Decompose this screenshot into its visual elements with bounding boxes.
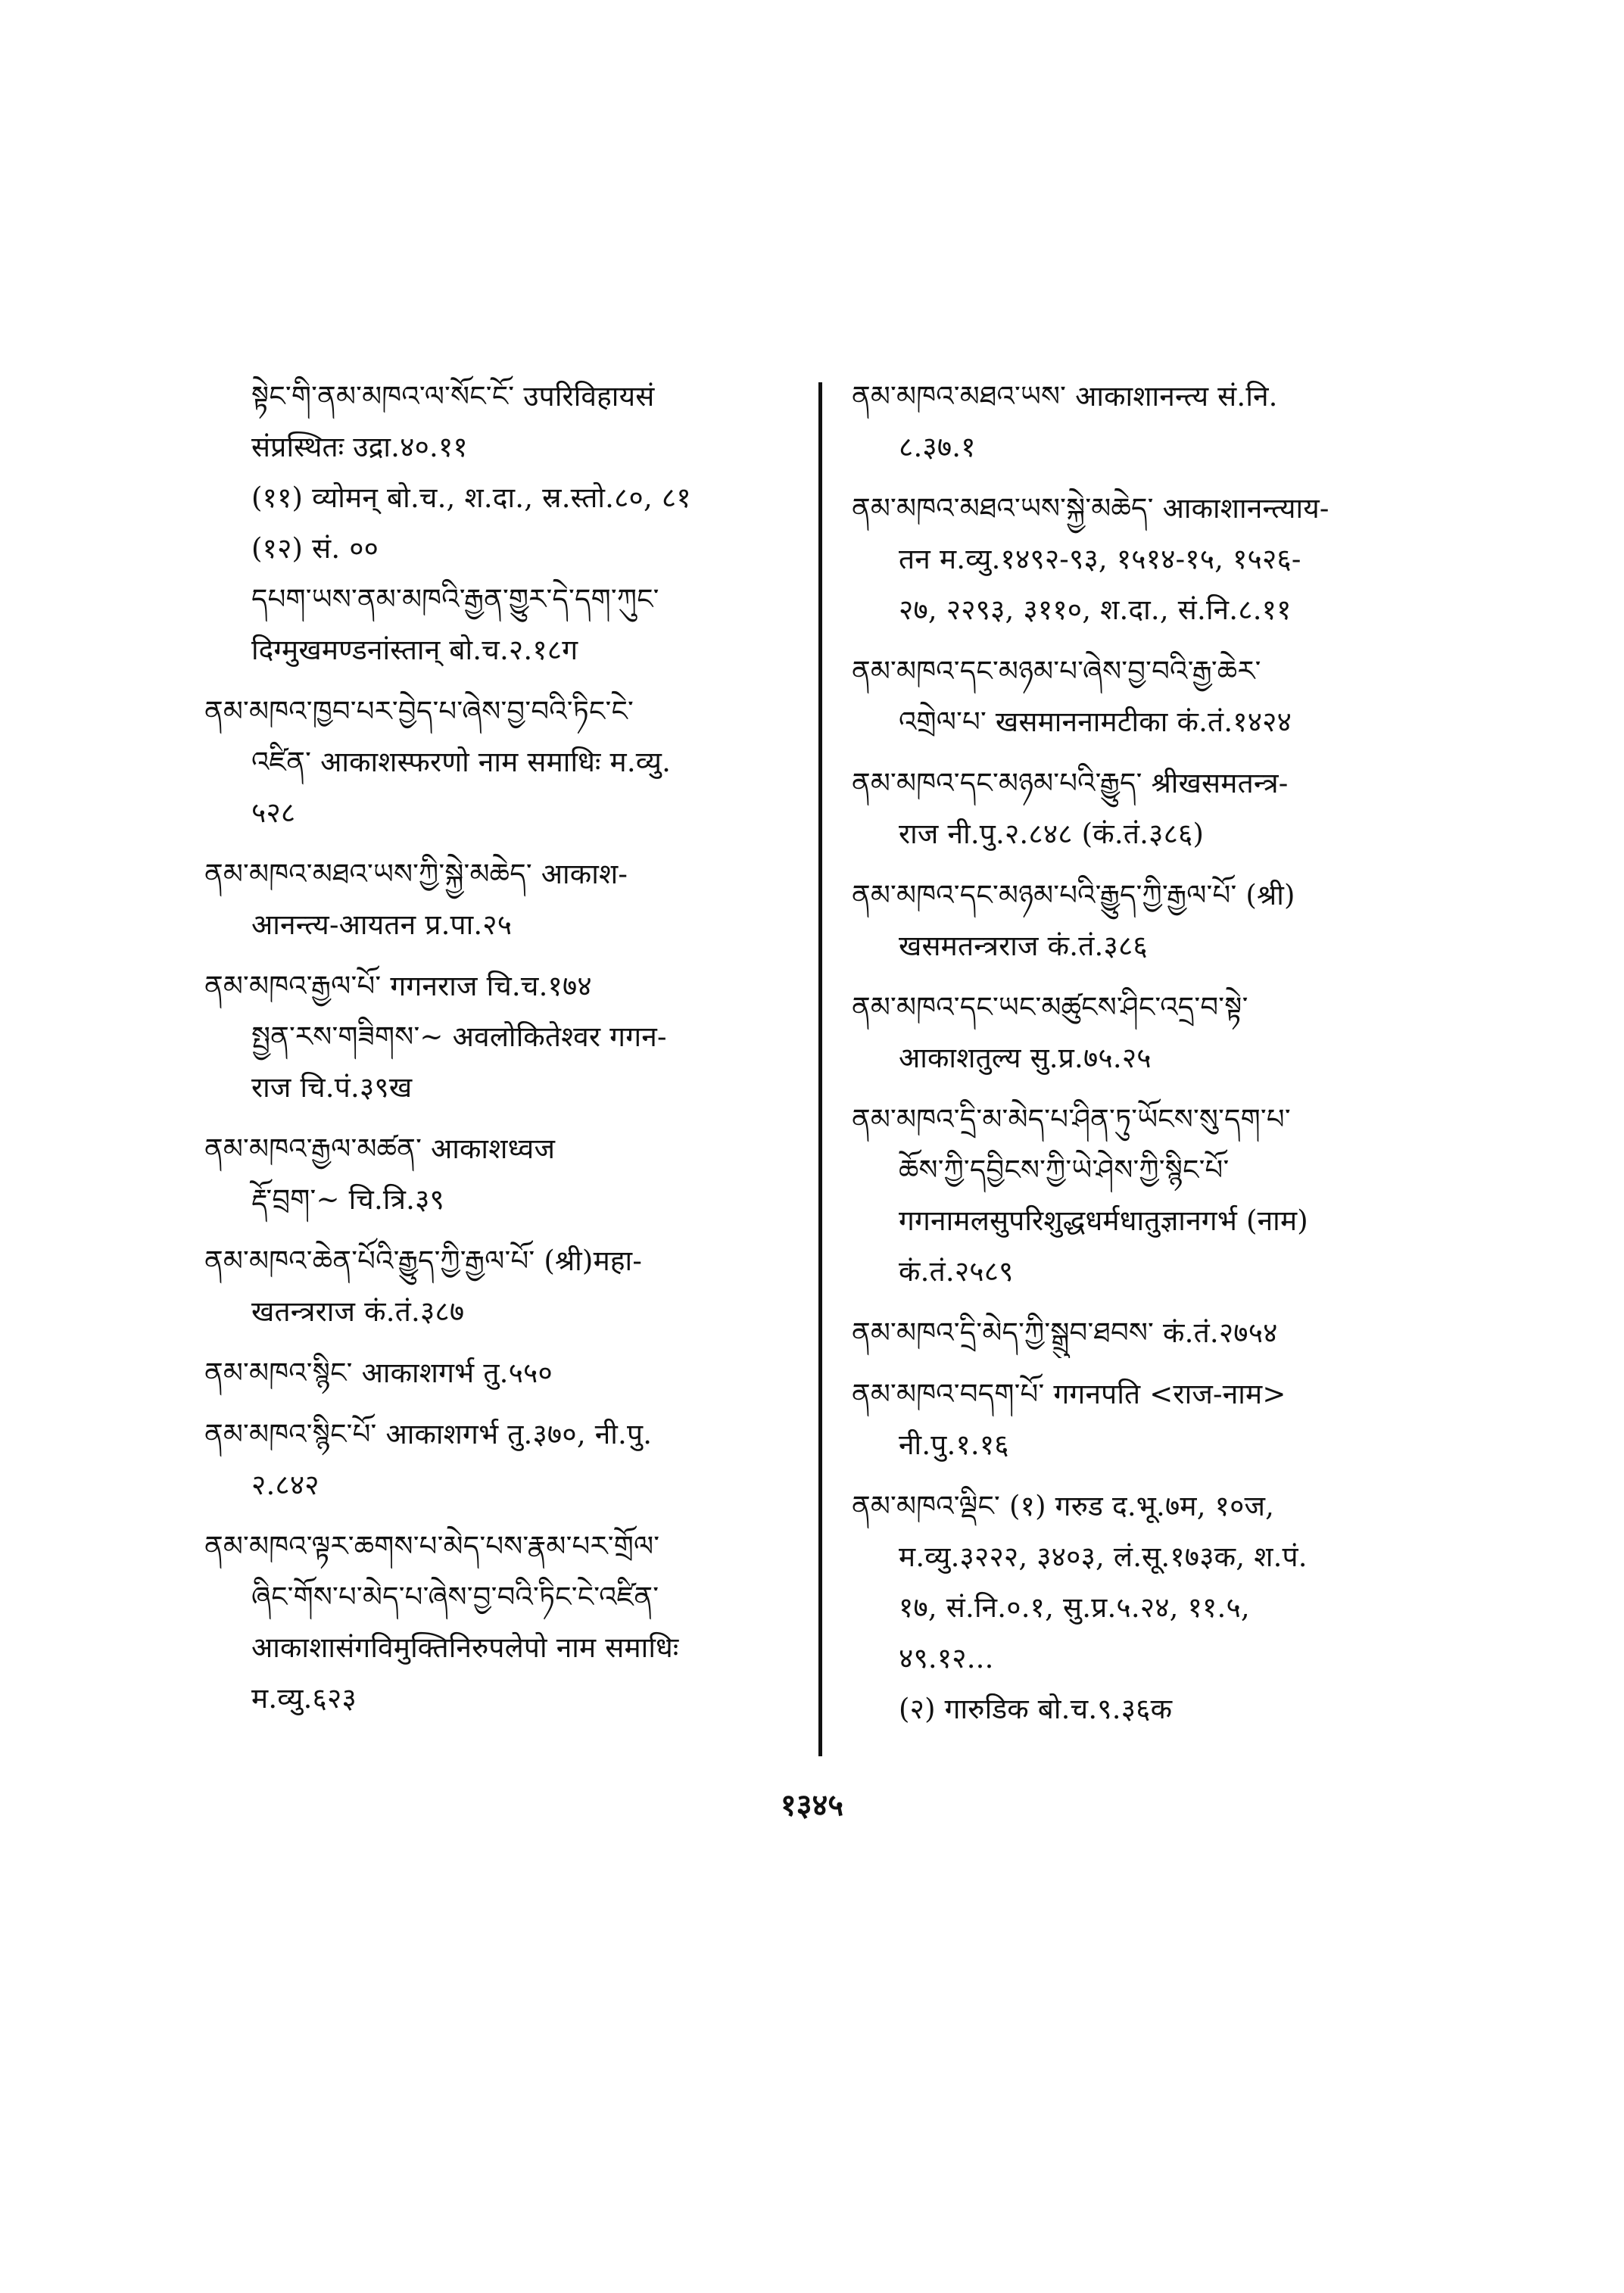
entry-line: आकाशतुल्य सु.प्र.७५.२५ (899, 1042, 1152, 1074)
entry-line: आनन्त्य-आयतन प्र.पा.२५ (251, 908, 513, 941)
entry-line: म.व्यु.६२३ (251, 1682, 357, 1715)
entry-line: ནམ་མཁའ་ལྡིང་ (१) गरुड द.भू.७म, १०ज, (852, 1490, 1275, 1522)
page-number: १३४५ (780, 1787, 844, 1823)
entry-line: རྡོ་བྲག་~ चि.त्रि.३९ (251, 1183, 444, 1216)
dictionary-entry (852, 371, 1457, 472)
entry-line: १७, सं.नि.०.१, सु.प्र.५.२४, ११.५, (899, 1591, 1250, 1624)
entry-line: आकाशासंगविमुक्तिनिरुपलेपो नाम समाधिः (251, 1631, 679, 1664)
entry-line: गगनामलसुपरिशुद्धधर्मधातुज्ञानगर्भ (नाम) (899, 1204, 1308, 1237)
entry-line: ནམ་མཁའ་དྲི་མ་མེད་པ་ཤིན་ཏུ་ཡོངས་སུ་དག་པ་ (852, 1103, 1291, 1136)
dictionary-entry (852, 1369, 1457, 1470)
entry-line: འགྲེལ་པ་ खसमाननामटीका कं.तं.१४२४ (899, 706, 1292, 738)
entry-line: ནམ་མཁའ་དང་མཉམ་པའི་རྒྱུད་ཀྱི་རྒྱལ་པོ་ (श्री) (852, 879, 1295, 911)
entry-line: नी.पु.१.१६ (899, 1428, 1009, 1461)
dictionary-entry (852, 982, 1457, 1083)
entry-line: ནམ་མཁའ་དང་ཡང་མཚུངས་ཤིང་འདྲ་བ་སྟེ་ (852, 991, 1248, 1023)
entry-line: कं.तं.२५८९ (899, 1255, 1014, 1288)
left-column (204, 371, 810, 1734)
entry-line: ནམ་མཁའ་སྙིང་པོ་ आकाशगर्भ तु.३७०, नी.पु. (204, 1418, 653, 1450)
entry-line: म.व्यु.३२२२, ३४०३, लं.सू.१७३क, श.पं. (899, 1541, 1308, 1573)
dictionary-entry (204, 371, 810, 675)
dictionary-entry (204, 849, 810, 950)
entry-line: ནམ་མཁའ་དྲི་མེད་ཀྱི་སྒྲུབ་ཐབས་ कं.तं.२७५४ (852, 1316, 1278, 1349)
dictionary-entry (204, 1521, 810, 1724)
entry-line: ५२८ (251, 796, 296, 829)
entry-line: ནམ་མཁའ་རྒྱལ་མཚན་ आकाशध्वज (204, 1132, 556, 1165)
dictionary-entry (852, 758, 1457, 859)
entry-line: ནམ་མཁའ་མཐའ་ཡས་ཀྱི་སྐྱེ་མཆེད་ आकाश- (204, 858, 628, 890)
entry-line: ནམ་མཁའ་དང་མཉམ་པའི་རྒྱུད་ श्रीखसमतन्त्र- (852, 767, 1289, 799)
dictionary-entry (204, 686, 810, 838)
entry-line: འཛིན་ आकाशस्फरणो नाम समाधिः म.व्यु. (251, 746, 672, 778)
entry-line: संप्रस्थितः उद्रा.४०.११ (251, 431, 468, 463)
entry-line: སྤྱན་རས་གཟིགས་~ अवलोकितेश्वर गगन- (251, 1020, 667, 1053)
dictionary-entry (852, 483, 1457, 635)
entry-line: དཔག་ཡས་ནམ་མཁའི་རྒྱན་གྱུར་དེ་དག་ཀུང་ (251, 583, 659, 615)
entry-line: (११) व्योमन् बो.च., श.दा., स्र.स्तो.८०, ८१ (251, 481, 691, 514)
dictionary-entry (204, 1347, 810, 1398)
entry-line: ནམ་མཁའ་དང་མཉམ་པ་ཞེས་བྱ་བའི་རྒྱ་ཆེར་ (852, 655, 1261, 687)
entry-line: ནམ་མཁའ་ཁྱབ་པར་བྱེད་པ་ཞེས་བྱ་བའི་ཏིང་ངེ་ (204, 695, 634, 727)
entry-line: ཞིང་གོས་པ་མེད་པ་ཞེས་བྱ་བའི་ཏིང་ངེ་འཛིན་ (251, 1581, 659, 1613)
entry-line: दिग्मुखमण्डनांस्तान् बो.च.२.१८ग (251, 634, 578, 666)
entry-line: ནམ་མཁའ་སྙིང་ आकाशगर्भ तु.५५० (204, 1357, 553, 1389)
dictionary-entry (852, 1481, 1457, 1734)
entry-line: ནམ་མཁའ་བདག་པོ་ गगनपति <राज-नाम> (852, 1378, 1286, 1410)
dictionary-entry (204, 1235, 810, 1337)
entry-line: ནམ་མཁའ་མཐའ་ཡས་སྐྱེ་མཆེད་ आकाशानन्त्याय- (852, 492, 1329, 525)
entry-line: तन म.व्यु.१४९२-९३, १५१४-१५, १५२६- (899, 543, 1301, 575)
entry-line: ८.३७.१ (899, 431, 976, 463)
entry-line: राज चि.पं.३९ख (251, 1071, 413, 1104)
entry-line: (१२) सं. ०० (251, 532, 379, 565)
entry-line: खसमतन्त्रराज कं.तं.३८६ (899, 930, 1148, 962)
entry-line: ནམ་མཁའ་མཐའ་ཡས་ आकाशानन्त्य सं.नि. (852, 380, 1278, 413)
dictionary-entry (204, 961, 810, 1113)
entry-line: ནམ་མཁའ་ཆེན་པོའི་རྒྱུད་ཀྱི་རྒྱལ་པོ་ (श्री)महा- (204, 1245, 643, 1277)
entry-line: २७, २२९३, ३११०, श.दा., सं.नि.८.११ (899, 594, 1292, 626)
entry-line: ४९.१२... (899, 1642, 994, 1675)
entry-line: ནམ་མཁའ་ལྟར་ཆགས་པ་མེད་པས་རྣམ་པར་གྲོལ་ (204, 1530, 660, 1562)
dictionary-entry (852, 870, 1457, 971)
dictionary-entry (852, 1307, 1457, 1358)
entry-line: ནམ་མཁའ་རྒྱལ་པོ་ गगनराज चि.च.१७४ (204, 970, 592, 1002)
dictionary-entry (852, 1094, 1457, 1297)
right-column (852, 371, 1457, 1745)
dictionary-entry (204, 1409, 810, 1510)
entry-line: खतन्त्रराज कं.तं.३८७ (251, 1295, 465, 1328)
entry-line: ཆོས་ཀྱི་དབྱིངས་ཀྱི་ཡེ་ཤེས་ཀྱི་སྙིང་པོ་ (899, 1154, 1230, 1186)
dictionary-entry (852, 646, 1457, 747)
entry-line: राज नी.पु.२.८४८ (कं.तं.३८६) (899, 818, 1205, 850)
column-divider (818, 382, 822, 1756)
entry-line: སྟེང་གི་ནམ་མཁའ་ལ་སོང་ངོ་ उपरिविहायसं (251, 380, 655, 413)
dictionary-entry (204, 1123, 810, 1225)
entry-line: २.८४२ (251, 1469, 320, 1501)
entry-line: (२) गारुडिक बो.च.९.३६क (899, 1693, 1173, 1725)
